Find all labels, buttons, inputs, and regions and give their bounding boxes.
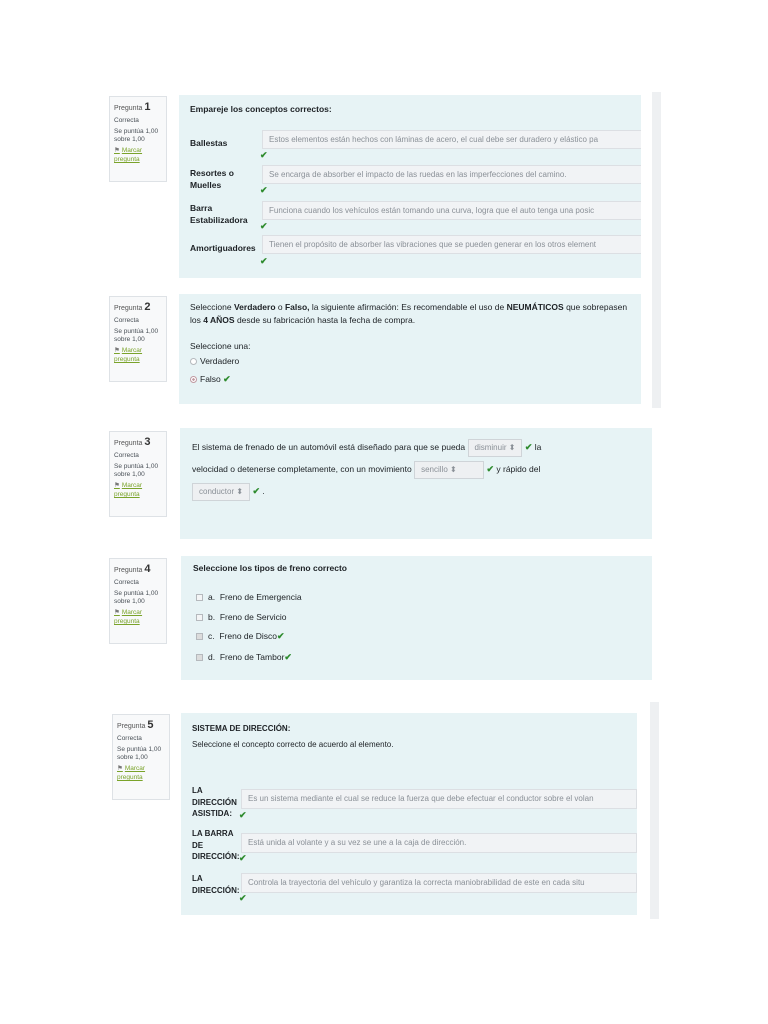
- prompt-bold: NEUMÁTICOS: [506, 302, 564, 312]
- option-label: Freno de Disco: [219, 631, 277, 641]
- flag-question-link[interactable]: [114, 347, 162, 365]
- option-a[interactable]: [196, 591, 302, 604]
- question-label: Pregunta: [117, 723, 146, 730]
- match-select-resortes[interactable]: Se encarga de absorber el impacto de las ruedas en las imperfecciones del camino.: [262, 165, 641, 184]
- option-falso[interactable]: [190, 373, 231, 387]
- cloze-text: la: [534, 442, 542, 452]
- question-1-content: [179, 95, 641, 278]
- question-5-info: [112, 714, 170, 800]
- correct-check-icon: ✔: [284, 652, 292, 662]
- question-number: 2: [144, 301, 151, 313]
- cloze-text: velocidad o detenerse completamente, con un movimiento: [192, 464, 412, 474]
- question-title: SISTEMA DE DIRECCIÓN:: [192, 724, 291, 733]
- option-c[interactable]: [196, 630, 285, 644]
- select-value: sencillo: [421, 464, 448, 474]
- correct-check-icon: ✔: [260, 221, 268, 231]
- scrollbar[interactable]: [652, 92, 661, 408]
- match-label-resortes: Resortes o Muelles: [190, 168, 234, 191]
- question-label: Pregunta: [114, 567, 143, 574]
- cloze-line-3: [192, 480, 265, 502]
- checkbox[interactable]: [196, 614, 203, 621]
- question-grade: Se puntúa 1,00 sobre 1,00: [117, 745, 162, 762]
- question-grade: Se puntúa 1,00 sobre 1,00: [114, 462, 159, 479]
- question-state: Correcta: [117, 734, 142, 742]
- cloze-line-2: [192, 458, 540, 480]
- select-value: conductor: [199, 486, 235, 496]
- question-label: Pregunta: [114, 440, 143, 447]
- flag-label: Marcar pregunta: [114, 482, 143, 498]
- match-label-barra: Barra Estabilizadora: [190, 203, 248, 226]
- correct-check-icon: ✔: [486, 464, 495, 474]
- question-grade: Se puntúa 1,00 sobre 1,00: [114, 589, 159, 606]
- cloze-text: .: [262, 486, 265, 496]
- question-3-content: [180, 428, 652, 539]
- flag-icon: ⚑: [117, 765, 123, 773]
- option-letter: b.: [208, 612, 216, 622]
- correct-check-icon: ✔: [524, 442, 533, 452]
- question-prompt: Empareje los conceptos correctos:: [190, 104, 332, 114]
- cloze-line-1: [192, 436, 541, 458]
- question-grade: Se puntúa 1,00 sobre 1,00: [114, 127, 159, 144]
- flag-question-link[interactable]: [117, 765, 165, 783]
- question-state: Correcta: [114, 578, 139, 586]
- prompt-text: o: [275, 302, 285, 312]
- correct-check-icon: ✔: [223, 374, 231, 384]
- option-d[interactable]: [196, 651, 292, 665]
- correct-check-icon: ✔: [239, 853, 247, 863]
- question-2-info: [109, 296, 167, 382]
- match-select-direccion-asistida[interactable]: Es un sistema mediante el cual se reduce la fuerza que debe efectuar el conductor sobre el volan: [241, 789, 637, 809]
- flag-question-link[interactable]: [114, 482, 162, 500]
- correct-check-icon: ✔: [239, 893, 247, 903]
- question-2-content: [179, 294, 641, 404]
- select-value: disminuir: [474, 442, 507, 452]
- question-state: Correcta: [114, 316, 139, 324]
- question-prompt: Seleccione los tipos de freno correcto: [193, 563, 347, 573]
- flag-label: Marcar pregunta: [114, 609, 143, 625]
- prompt-bold: Verdadero: [233, 302, 276, 312]
- correct-check-icon: ✔: [260, 256, 268, 266]
- correct-check-icon: ✔: [239, 810, 247, 820]
- option-label: Freno de Servicio: [219, 612, 287, 622]
- question-4-info: [109, 558, 167, 644]
- flag-icon: ⚑: [114, 147, 120, 155]
- question-5-content: [181, 713, 637, 915]
- match-select-amortiguadores[interactable]: Tienen el propósito de absorber las vibraciones que se pueden generar en los otros element: [262, 235, 641, 254]
- question-state: Correcta: [114, 116, 139, 124]
- match-label-ballestas: Ballestas: [190, 138, 228, 148]
- option-label: Freno de Emergencia: [219, 592, 302, 602]
- correct-check-icon: ✔: [277, 631, 285, 641]
- match-label-amortiguadores: Amortiguadores: [190, 243, 256, 253]
- question-4-content: [181, 556, 652, 680]
- match-label-barra-direccion: LA BARRA DE DIRECCIÓN:: [192, 829, 240, 862]
- question-number: 4: [144, 563, 151, 575]
- match-label-direccion: LA DIRECCIÓN:: [192, 874, 240, 895]
- prompt-text: la siguiente afirmación: Es recomendable el uso de: [309, 302, 507, 312]
- question-5-heading: [117, 718, 165, 733]
- flag-label: Marcar pregunta: [117, 765, 146, 781]
- checkbox-checked[interactable]: [196, 654, 203, 661]
- scrollbar[interactable]: [650, 702, 659, 919]
- question-label: Pregunta: [114, 105, 143, 112]
- option-label: Freno de Tambor: [219, 652, 285, 662]
- cloze-select-disminuir[interactable]: disminuir ⬍: [468, 439, 523, 457]
- question-2-heading: [114, 300, 162, 315]
- cloze-text: El sistema de frenado de un automóvil está diseñado para que se pueda: [192, 442, 466, 452]
- prompt-bold: 4 AÑOS: [203, 314, 235, 325]
- match-select-barra[interactable]: Funciona cuando los vehículos están tomando una curva, logra que el auto tenga una posic: [262, 201, 641, 220]
- cloze-select-conductor[interactable]: conductor ⬍: [192, 483, 250, 501]
- question-prompt: [190, 301, 630, 327]
- question-number: 1: [144, 101, 151, 113]
- flag-icon: ⚑: [114, 482, 120, 490]
- flag-question-link[interactable]: [114, 147, 162, 165]
- match-select-barra-direccion[interactable]: Está unida al volante y a su vez se une a la caja de dirección.: [241, 833, 637, 853]
- checkbox-checked[interactable]: [196, 633, 203, 640]
- question-number: 5: [147, 719, 154, 731]
- radio-button-checked[interactable]: [190, 376, 197, 383]
- correct-check-icon: ✔: [252, 486, 260, 496]
- option-label: Falso: [200, 374, 221, 384]
- option-label: Verdadero: [200, 356, 240, 366]
- correct-check-icon: ✔: [260, 185, 268, 195]
- match-select-ballestas[interactable]: Estos elementos están hechos con láminas de acero, el cual debe ser duradero y elástico pa: [262, 130, 641, 149]
- cloze-text: y rápido del: [496, 464, 541, 474]
- match-select-direccion[interactable]: Controla la trayectoria del vehículo y garantiza la correcta maniobrabilidad de este en cada situ: [241, 873, 637, 893]
- checkbox[interactable]: [196, 594, 203, 601]
- flag-label: Marcar pregunta: [114, 147, 143, 163]
- match-label-direccion-asistida: LA DIRECCIÓN ASISTIDA:: [192, 786, 237, 819]
- option-letter: d.: [208, 652, 216, 662]
- flag-label: Marcar pregunta: [114, 347, 143, 363]
- flag-icon: ⚑: [114, 347, 120, 355]
- option-letter: a.: [208, 592, 216, 602]
- prompt-bold: Falso,: [284, 302, 310, 312]
- question-label: Pregunta: [114, 305, 143, 312]
- correct-check-icon: ✔: [260, 150, 268, 160]
- question-3-heading: [114, 435, 162, 450]
- radio-button[interactable]: [190, 358, 197, 365]
- question-subtitle: Seleccione el concepto correcto de acuerdo al elemento.: [192, 740, 394, 749]
- option-letter: c.: [208, 631, 215, 641]
- prompt-text: Seleccione: [190, 302, 234, 312]
- cloze-select-sencillo[interactable]: sencillo ⬍: [414, 461, 484, 479]
- prompt-text: desde su fabricación hasta la fecha de compra.: [234, 314, 416, 325]
- question-3-info: [109, 431, 167, 517]
- prompt-text: que sobrepasen los: [190, 302, 628, 325]
- option-b[interactable]: [196, 611, 286, 624]
- select-one-label: Seleccione una:: [190, 341, 251, 351]
- question-1-info: [109, 96, 167, 182]
- question-grade: Se puntúa 1,00 sobre 1,00: [114, 327, 159, 344]
- question-state: Correcta: [114, 451, 139, 459]
- flag-question-link[interactable]: [114, 609, 162, 627]
- question-4-heading: [114, 562, 162, 577]
- flag-icon: ⚑: [114, 609, 120, 617]
- question-1-heading: [114, 100, 162, 115]
- question-number: 3: [144, 436, 151, 448]
- option-verdadero[interactable]: [190, 355, 239, 368]
